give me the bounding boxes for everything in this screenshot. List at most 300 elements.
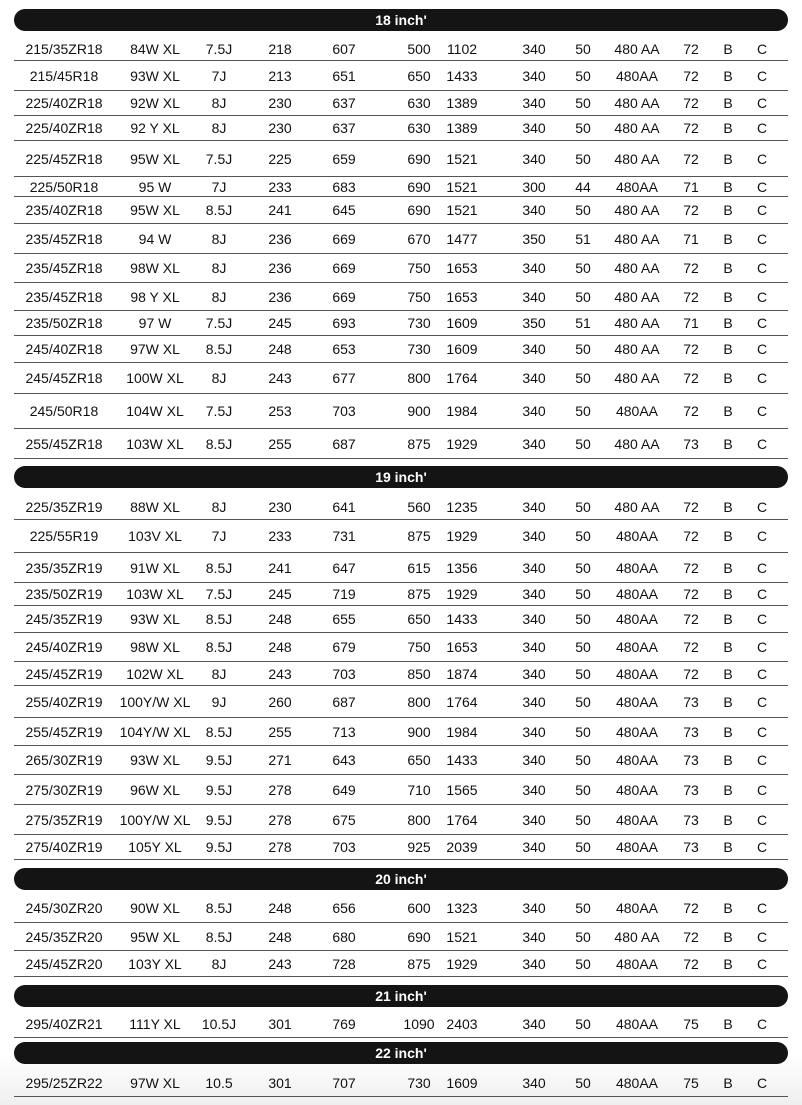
load-speed-cell: 88W XL [130,498,180,515]
wet-grip-cell: B [723,40,733,57]
rim-cell: 7.5J [205,586,233,602]
size-cell: 235/50ZR19 [25,586,103,602]
table-row [14,583,788,606]
noise-cell: 72 [683,403,699,419]
max-pressure-cell: 50 [575,435,591,452]
pressure-cell: 340 [522,403,546,419]
load-speed-cell: 93W XL [130,752,180,768]
table-row [14,224,788,254]
max-pressure-cell: 50 [575,586,591,602]
diameter-cell: 669 [332,288,356,305]
width-cell: 236 [268,230,292,247]
load-speed-cell: 103W XL [126,586,184,602]
load-speed-cell: 92 Y XL [130,120,180,136]
rim-cell: 8.5J [205,435,233,452]
width-cell: 278 [268,839,292,855]
load-lbs-cell: 1764 [446,370,478,386]
load-kg-cell: 800 [407,693,431,710]
noise-cell: 75 [683,1016,699,1032]
utqg-cell: 480AA [615,839,659,855]
utqg-cell: 480AA [615,586,659,602]
utqg-cell: 480 AA [614,288,660,305]
size-cell: 245/45ZR18 [25,370,103,386]
load-kg-cell: 630 [407,120,431,136]
load-kg-cell: 875 [407,435,431,452]
load-kg-cell: 875 [407,586,431,602]
width-cell: 233 [268,178,292,195]
size-cell: 275/40ZR19 [25,839,103,855]
table-row [14,520,788,553]
pressure-cell: 340 [522,95,546,111]
load-speed-cell: 92W XL [130,95,180,111]
noise-cell: 73 [683,723,699,740]
load-speed-cell: 93W XL [130,67,180,84]
width-cell: 230 [268,498,292,515]
noise-cell: 72 [683,120,699,136]
table-row [14,37,788,61]
utqg-cell: 480 AA [614,315,660,331]
width-cell: 248 [268,639,292,655]
pressure-cell: 340 [522,498,546,515]
wet-grip-cell: B [723,723,733,740]
pressure-cell: 350 [522,230,546,247]
table-row [14,923,788,951]
load-kg-cell: 750 [407,639,431,655]
table-row [14,553,788,583]
width-cell: 253 [268,403,292,419]
wet-grip-cell: B [723,315,733,331]
load-kg-cell: 730 [407,1074,431,1091]
pressure-cell: 340 [522,528,546,544]
utqg-cell: 480AA [615,178,659,195]
utqg-cell: 480AA [615,67,659,84]
fuel-cell: C [756,95,768,111]
load-lbs-cell: 1433 [446,67,478,84]
fuel-cell: C [756,752,768,768]
load-speed-cell: 100Y/W XL [119,811,191,828]
pressure-cell: 340 [522,1074,546,1091]
pressure-cell: 340 [522,435,546,452]
max-pressure-cell: 50 [575,693,591,710]
diameter-cell: 707 [332,1074,356,1091]
load-speed-cell: 111Y XL [129,1016,181,1032]
width-cell: 301 [268,1016,292,1032]
pressure-cell: 340 [522,639,546,655]
wet-grip-cell: B [723,839,733,855]
load-speed-cell: 95 W [138,178,172,195]
size-cell: 235/35ZR19 [25,559,103,576]
fuel-cell: C [756,230,768,247]
max-pressure-cell: 50 [575,752,591,768]
utqg-cell: 480 AA [614,370,660,386]
size-cell: 255/45ZR19 [25,723,103,740]
wet-grip-cell: B [723,230,733,247]
section-header-5 [14,1042,788,1064]
load-lbs-cell: 1984 [446,403,478,419]
load-speed-cell: 100W XL [126,370,184,386]
load-kg-cell: 730 [407,341,431,357]
max-pressure-cell: 50 [575,202,591,218]
load-kg-cell: 875 [407,528,431,544]
wet-grip-cell: B [723,150,733,167]
load-lbs-cell: 1764 [446,693,478,710]
load-lbs-cell: 2403 [446,1016,478,1032]
width-cell: 260 [268,693,292,710]
max-pressure-cell: 50 [575,341,591,357]
pressure-cell: 340 [522,260,546,276]
pressure-cell: 340 [522,67,546,84]
noise-cell: 72 [683,586,699,602]
width-cell: 243 [268,665,292,682]
pressure-cell: 340 [522,693,546,710]
noise-cell: 73 [683,839,699,855]
rim-cell: 9.5J [205,752,233,768]
width-cell: 218 [268,40,292,57]
rim-cell: 8J [211,370,227,386]
max-pressure-cell: 50 [575,40,591,57]
pressure-cell: 340 [522,341,546,357]
fuel-cell: C [756,435,768,452]
utqg-cell: 480 AA [614,498,660,515]
utqg-cell: 480AA [615,811,659,828]
noise-cell: 72 [683,528,699,544]
load-lbs-cell: 1764 [446,811,478,828]
diameter-cell: 651 [332,67,356,84]
fuel-cell: C [756,586,768,602]
utqg-cell: 480 AA [614,341,660,357]
wet-grip-cell: B [723,693,733,710]
fuel-cell: C [756,150,768,167]
size-cell: 215/45R18 [29,67,99,84]
section-title: 20 inch' [375,871,427,887]
width-cell: 225 [268,150,292,167]
size-cell: 245/45ZR20 [25,955,103,972]
width-cell: 248 [268,341,292,357]
width-cell: 243 [268,955,292,972]
table-row [14,311,788,336]
pressure-cell: 340 [522,611,546,627]
wet-grip-cell: B [723,288,733,305]
fuel-cell: C [756,611,768,627]
load-speed-cell: 102W XL [126,665,184,682]
load-speed-cell: 103V XL [128,528,182,544]
wet-grip-cell: B [723,955,733,972]
load-kg-cell: 900 [407,723,431,740]
load-lbs-cell: 1389 [446,95,478,111]
load-lbs-cell: 1477 [446,230,478,247]
size-cell: 255/45ZR18 [25,435,103,452]
fuel-cell: C [756,498,768,515]
load-speed-cell: 93W XL [130,611,180,627]
rim-cell: 7J [211,528,227,544]
max-pressure-cell: 50 [575,288,591,305]
diameter-cell: 703 [332,403,356,419]
noise-cell: 72 [683,639,699,655]
diameter-cell: 655 [332,611,356,627]
max-pressure-cell: 50 [575,1074,591,1091]
load-lbs-cell: 1433 [446,611,478,627]
utqg-cell: 480AA [615,781,659,798]
load-kg-cell: 650 [407,611,431,627]
pressure-cell: 340 [522,202,546,218]
noise-cell: 72 [683,955,699,972]
noise-cell: 72 [683,202,699,218]
table-row [14,662,788,686]
table-row [14,197,788,224]
noise-cell: 73 [683,693,699,710]
rim-cell: 8J [211,288,227,305]
load-speed-cell: 103Y XL [128,955,182,972]
wet-grip-cell: B [723,1016,733,1032]
max-pressure-cell: 50 [575,1016,591,1032]
rim-cell: 8J [211,498,227,515]
pressure-cell: 340 [522,752,546,768]
width-cell: 213 [268,67,292,84]
rim-cell: 8.5J [205,723,233,740]
rim-cell: 8J [211,260,227,276]
load-kg-cell: 875 [407,955,431,972]
load-speed-cell: 95W XL [130,928,180,945]
pressure-cell: 340 [522,1016,546,1032]
width-cell: 271 [268,752,292,768]
width-cell: 278 [268,781,292,798]
load-lbs-cell: 1565 [446,781,478,798]
rim-cell: 7J [211,67,227,84]
max-pressure-cell: 50 [575,260,591,276]
load-kg-cell: 750 [407,288,431,305]
rim-cell: 7.5J [205,150,233,167]
wet-grip-cell: B [723,811,733,828]
load-lbs-cell: 1102 [446,40,478,57]
diameter-cell: 731 [332,528,356,544]
table-row [14,835,788,860]
rim-cell: 9.5J [205,781,233,798]
wet-grip-cell: B [723,611,733,627]
pressure-cell: 340 [522,955,546,972]
utqg-cell: 480AA [615,403,659,419]
max-pressure-cell: 50 [575,839,591,855]
load-speed-cell: 104Y/W XL [119,723,191,740]
rim-cell: 7J [211,178,227,195]
wet-grip-cell: B [723,435,733,452]
width-cell: 243 [268,370,292,386]
table-row [14,746,788,775]
load-kg-cell: 670 [407,230,431,247]
load-lbs-cell: 1433 [446,752,478,768]
diameter-cell: 669 [332,230,356,247]
max-pressure-cell: 50 [575,95,591,111]
table-row [14,718,788,746]
width-cell: 241 [268,559,292,576]
pressure-cell: 340 [522,586,546,602]
fuel-cell: C [756,178,768,195]
size-cell: 235/45ZR18 [25,230,103,247]
wet-grip-cell: B [723,1074,733,1091]
load-kg-cell: 630 [407,95,431,111]
noise-cell: 72 [683,498,699,515]
table-row [14,254,788,283]
load-kg-cell: 750 [407,260,431,276]
fuel-cell: C [756,839,768,855]
fuel-cell: C [756,260,768,276]
wet-grip-cell: B [723,586,733,602]
section-title: 21 inch' [375,988,427,1004]
table-row [14,951,788,977]
width-cell: 248 [268,611,292,627]
fuel-cell: C [756,315,768,331]
diameter-cell: 687 [332,435,356,452]
fuel-cell: C [756,120,768,136]
utqg-cell: 480AA [615,752,659,768]
max-pressure-cell: 50 [575,611,591,627]
size-cell: 295/40ZR21 [25,1016,103,1032]
utqg-cell: 480 AA [614,202,660,218]
fuel-cell: C [756,955,768,972]
utqg-cell: 480 AA [614,435,660,452]
pressure-cell: 340 [522,839,546,855]
utqg-cell: 480AA [615,900,659,916]
pressure-cell: 340 [522,370,546,386]
size-cell: 225/35ZR19 [25,498,103,515]
load-speed-cell: 84W XL [130,40,180,57]
utqg-cell: 480 AA [614,928,660,945]
pressure-cell: 340 [522,150,546,167]
rim-cell: 7.5J [205,315,233,331]
section-title: 19 inch' [375,469,427,485]
max-pressure-cell: 44 [575,178,591,195]
noise-cell: 72 [683,341,699,357]
diameter-cell: 680 [332,928,356,945]
size-cell: 245/50R18 [29,403,99,419]
width-cell: 255 [268,435,292,452]
noise-cell: 71 [683,230,699,247]
load-lbs-cell: 1609 [446,341,478,357]
load-lbs-cell: 1389 [446,120,478,136]
load-kg-cell: 800 [407,370,431,386]
diameter-cell: 637 [332,120,356,136]
noise-cell: 72 [683,559,699,576]
rim-cell: 8.5J [205,928,233,945]
fuel-cell: C [756,693,768,710]
load-speed-cell: 97W XL [130,341,180,357]
fuel-cell: C [756,40,768,57]
fuel-cell: C [756,528,768,544]
size-cell: 215/35ZR18 [25,40,103,57]
pressure-cell: 340 [522,40,546,57]
width-cell: 278 [268,811,292,828]
load-lbs-cell: 1235 [446,498,478,515]
size-cell: 265/30ZR19 [25,752,103,768]
noise-cell: 72 [683,95,699,111]
load-speed-cell: 90W XL [130,900,180,916]
wet-grip-cell: B [723,95,733,111]
max-pressure-cell: 50 [575,811,591,828]
rim-cell: 8J [211,230,227,247]
noise-cell: 72 [683,288,699,305]
utqg-cell: 480 AA [614,230,660,247]
utqg-cell: 480 AA [614,260,660,276]
table-row [14,363,788,394]
utqg-cell: 480AA [615,528,659,544]
width-cell: 248 [268,900,292,916]
table-row [14,429,788,459]
width-cell: 236 [268,260,292,276]
size-cell: 225/40ZR18 [25,120,103,136]
utqg-cell: 480AA [615,955,659,972]
load-lbs-cell: 1609 [446,315,478,331]
fuel-cell: C [756,639,768,655]
width-cell: 245 [268,586,292,602]
diameter-cell: 713 [332,723,356,740]
fuel-cell: C [756,288,768,305]
diameter-cell: 647 [332,559,356,576]
noise-cell: 72 [683,665,699,682]
load-lbs-cell: 1929 [446,435,478,452]
utqg-cell: 480AA [615,639,659,655]
max-pressure-cell: 50 [575,528,591,544]
table-row [14,1011,788,1038]
table-row [14,336,788,363]
size-cell: 225/45ZR18 [25,150,103,167]
pressure-cell: 300 [522,178,546,195]
load-speed-cell: 98W XL [130,260,180,276]
load-lbs-cell: 1521 [446,150,478,167]
max-pressure-cell: 50 [575,665,591,682]
max-pressure-cell: 50 [575,559,591,576]
max-pressure-cell: 50 [575,723,591,740]
table-row [14,775,788,805]
width-cell: 230 [268,95,292,111]
width-cell: 236 [268,288,292,305]
size-cell: 225/40ZR18 [25,95,103,111]
size-cell: 245/40ZR18 [25,341,103,357]
diameter-cell: 719 [332,586,356,602]
size-cell: 235/40ZR18 [25,202,103,218]
fuel-cell: C [756,341,768,357]
rim-cell: 8.5J [205,202,233,218]
max-pressure-cell: 51 [575,230,591,247]
load-speed-cell: 97 W [138,315,172,331]
max-pressure-cell: 50 [575,150,591,167]
noise-cell: 71 [683,178,699,195]
noise-cell: 73 [683,811,699,828]
diameter-cell: 693 [332,315,356,331]
diameter-cell: 769 [332,1016,356,1032]
section-header-4 [14,985,788,1007]
fuel-cell: C [756,1074,768,1091]
load-speed-cell: 98 Y XL [130,288,180,305]
load-kg-cell: 925 [407,839,431,855]
load-kg-cell: 800 [407,811,431,828]
section-title: 22 inch' [375,1045,427,1061]
pressure-cell: 340 [522,120,546,136]
load-kg-cell: 600 [407,900,431,916]
fuel-cell: C [756,900,768,916]
load-speed-cell: 95W XL [130,202,180,218]
rim-cell: 8.5J [205,341,233,357]
load-lbs-cell: 1323 [446,900,478,916]
max-pressure-cell: 51 [575,315,591,331]
section-header-2 [14,466,788,488]
wet-grip-cell: B [723,639,733,655]
load-kg-cell: 615 [407,559,431,576]
load-speed-cell: 104W XL [126,403,184,419]
wet-grip-cell: B [723,559,733,576]
wet-grip-cell: B [723,178,733,195]
rim-cell: 8J [211,120,227,136]
diameter-cell: 728 [332,955,356,972]
load-lbs-cell: 1521 [446,928,478,945]
